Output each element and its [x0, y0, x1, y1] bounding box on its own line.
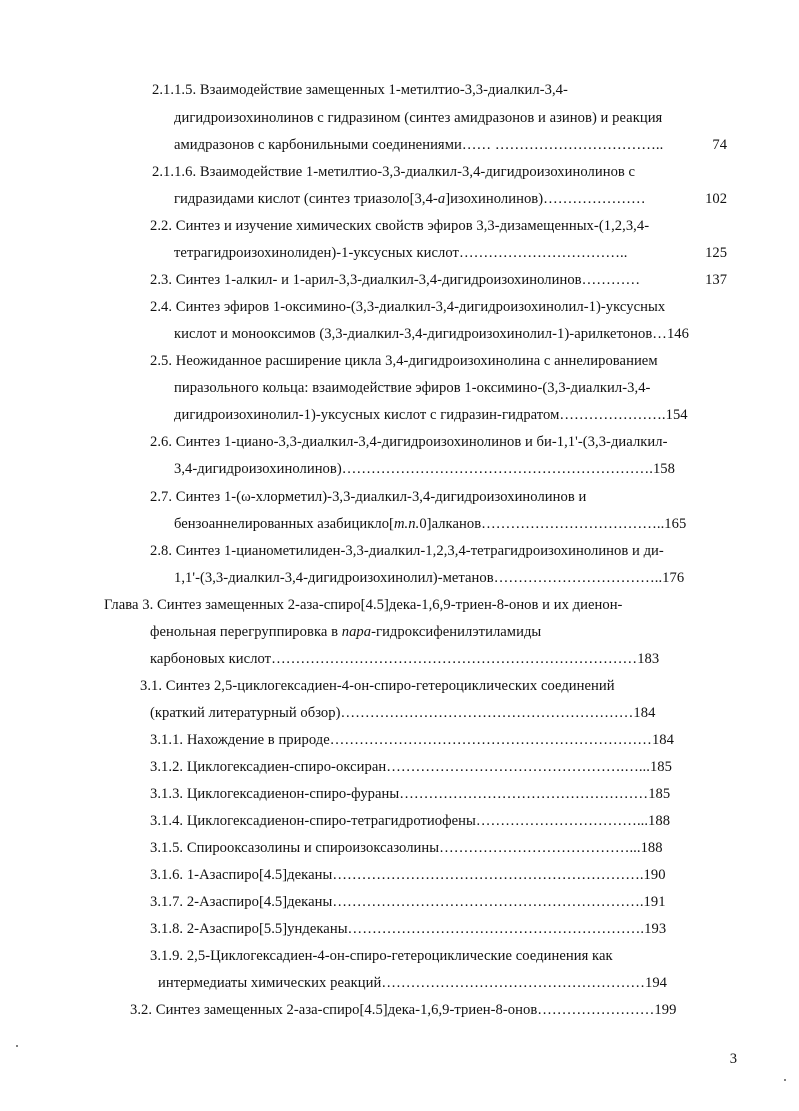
- toc-line: 3.2. Синтез замещенных 2-аза-спиро[4.5]дека-1,6,9-триен-8-онов……………………199: [130, 1002, 677, 1018]
- toc-line: 3.1.5. Спирооксазолины и спироизоксазолины…………………………………...188: [150, 840, 663, 856]
- toc-line: 3.1.7. 2-Азаспиро[4.5]деканы……………………………………………………….191: [150, 894, 666, 910]
- toc-line: 3.1.3. Циклогексадиенон-спиро-фураны……………………………………………185: [150, 786, 671, 802]
- toc-line: 2.1.1.6. Взаимодействие 1-метилтио-3,3-диалкил-3,4-дигидроизохинолинов с: [152, 164, 636, 180]
- toc-line: 3.1.9. 2,5-Циклогексадиен-4-он-спиро-гетероциклические соединения как: [150, 948, 613, 964]
- toc-chapter-line: Глава 3. Синтез замещенных 2-аза-спиро[4.5]дека-1,6,9-триен-8-онов и их диенон-: [104, 597, 623, 613]
- toc-line: 3.1.2. Циклогексадиен-спиро-оксиран………………………………………….…...185: [150, 759, 672, 775]
- toc-line: [150, 623, 541, 641]
- toc-text: фенольная перегруппировка в: [150, 624, 342, 640]
- toc-page-number: 125: [705, 245, 727, 261]
- toc-line: 3.1.8. 2-Азаспиро[5.5]ундеканы…………………………………………………….193: [150, 921, 667, 937]
- page-number: 3: [729, 1051, 737, 1067]
- toc-line: (краткий литературный обзор)……………………………………………………184: [150, 705, 656, 721]
- toc-line: карбоновых кислот…………………………………………………………………183: [150, 651, 660, 667]
- toc-line: 2.6. Синтез 1-циано-3,3-диалкил-3,4-дигидроизохинолинов и би-1,1'-(3,3-диалкил-: [150, 434, 668, 450]
- toc-line: 3.1.1. Нахождение в природе…………………………………………………………184: [150, 732, 674, 748]
- toc-page-number: 102: [705, 191, 727, 207]
- toc-line: 2.1.1.5. Взаимодействие замещенных 1-метилтио-3,3-диалкил-3,4-: [152, 82, 568, 98]
- toc-line: 2.4. Синтез эфиров 1-оксимино-(3,3-диалкил-3,4-дигидроизохинолил-1)-уксусных: [150, 299, 666, 315]
- toc-text: гидразидами кислот (синтез триазоло[3,4-: [174, 191, 438, 207]
- toc-page-number: 74: [712, 137, 727, 153]
- toc-text-italic: m.n.: [393, 516, 420, 532]
- toc-line: 2.3. Синтез 1-алкил- и 1-арил-3,3-диалкил-3,4-дигидроизохинолинов…………: [150, 272, 641, 288]
- toc-line: кислот и монооксимов (3,3-диалкил-3,4-дигидроизохинолил-1)-арилкетонов…146: [174, 326, 689, 342]
- toc-line: 3.1. Синтез 2,5-циклогексадиен-4-он-спиро-гетероциклических соединений: [140, 678, 615, 694]
- toc-line: дигидроизохинолил-1)-уксусных кислот с гидразин-гидратом………………….154: [174, 407, 688, 423]
- toc-page-number: 137: [705, 272, 727, 288]
- toc-text: 0]алканов………………………………..165: [419, 516, 687, 532]
- toc-text: бензоаннелированных азабицикло[: [174, 516, 394, 532]
- scan-speck: [16, 1045, 18, 1047]
- toc-line: амидразонов с карбонильными соединениями…… ……………………………..: [174, 137, 664, 153]
- toc-line: интермедиаты химических реакций………………………………………………194: [158, 975, 668, 991]
- toc-line: 2.5. Неожиданное расширение цикла 3,4-дигидроизохинолина с аннелированием: [150, 353, 658, 369]
- toc-text: -гидроксифенилэтиламиды: [371, 624, 542, 640]
- toc-line: 2.2. Синтез и изучение химических свойств эфиров 3,3-дизамещенных-(1,2,3,4-: [150, 218, 650, 234]
- scan-speck: [784, 1079, 786, 1081]
- toc-line: пиразольного кольца: взаимодействие эфиров 1-оксимино-(3,3-диалкил-3,4-: [174, 380, 651, 396]
- toc-text-italic: пара: [341, 624, 372, 640]
- toc-line: [174, 190, 646, 208]
- toc-line: 2.7. Синтез 1-(ω-хлорметил)-3,3-диалкил-3,4-дигидроизохинолинов и: [150, 489, 587, 505]
- toc-line: 3.1.6. 1-Азаспиро[4.5]деканы……………………………………………………….190: [150, 867, 666, 883]
- toc-line: [174, 515, 686, 533]
- toc-line: тетрагидроизохинолиден)-1-уксусных кислот……………………………..: [174, 245, 628, 261]
- toc-text: ]изохинолинов)…………………: [445, 191, 646, 207]
- toc-text-italic: a: [437, 191, 446, 207]
- toc-line: 3,4-дигидроизохинолинов)……………………………………………………….158: [174, 461, 676, 477]
- toc-line: 2.8. Синтез 1-цианометилиден-3,3-диалкил-1,2,3,4-тетрагидроизохинолинов и ди-: [150, 543, 664, 559]
- toc-line: дигидроизохинолинов с гидразином (синтез амидразонов и азинов) и реакция: [174, 110, 663, 126]
- toc-line: 1,1'-(3,3-диалкил-3,4-дигидроизохинолил)-метанов……………………………..176: [174, 570, 685, 586]
- toc-line: 3.1.4. Циклогексадиенон-спиро-тетрагидротиофены……………………………...188: [150, 813, 671, 829]
